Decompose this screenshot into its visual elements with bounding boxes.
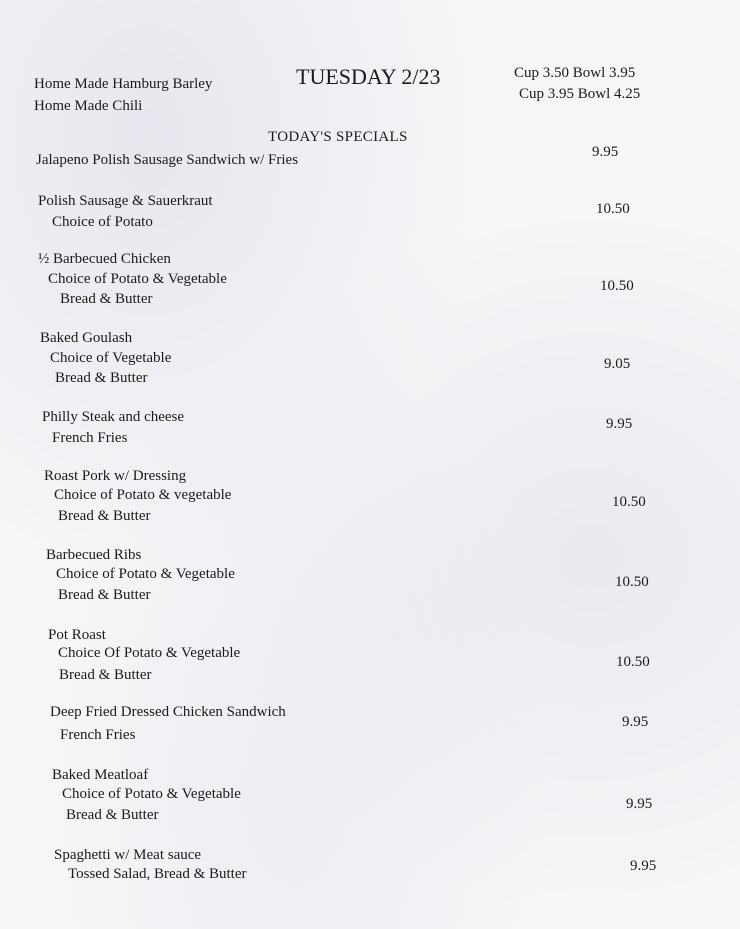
special-3-line-3: Bread & Butter [60, 291, 153, 307]
special-10-price: 9.95 [626, 796, 653, 812]
special-10-line-2: Choice of Potato & Vegetable [62, 786, 241, 802]
special-4-line-1: Baked Goulash [40, 330, 133, 346]
special-10-line-1: Baked Meatloaf [52, 767, 149, 783]
special-7-line-1: Barbecued Ribs [46, 547, 142, 563]
special-5-line-2: French Fries [52, 430, 128, 446]
soup-1-price: Cup 3.50 Bowl 3.95 [514, 65, 636, 81]
special-7-line-3: Bread & Butter [58, 587, 151, 603]
special-8-price: 10.50 [616, 654, 650, 670]
soup-1-name: Home Made Hamburg Barley [34, 76, 213, 92]
specials-heading: TODAY'S SPECIALS [268, 129, 408, 145]
special-5-price: 9.95 [606, 416, 633, 432]
special-2-line-1: Polish Sausage & Sauerkraut [38, 193, 213, 209]
special-8-line-3: Bread & Butter [59, 667, 152, 683]
special-1-price: 9.95 [592, 144, 619, 160]
special-1-line-1: Jalapeno Polish Sausage Sandwich w/ Fries [36, 152, 299, 168]
special-8-line-2: Choice Of Potato & Vegetable [58, 645, 241, 661]
special-11-line-2: Tossed Salad, Bread & Butter [68, 866, 247, 882]
special-9-price: 9.95 [622, 714, 649, 730]
special-2-line-2: Choice of Potato [52, 214, 153, 230]
special-5-line-1: Philly Steak and cheese [42, 409, 185, 425]
soup-2-name: Home Made Chili [34, 98, 143, 114]
special-6-line-2: Choice of Potato & vegetable [54, 487, 232, 503]
special-8-line-1: Pot Roast [48, 627, 106, 643]
special-11-line-1: Spaghetti w/ Meat sauce [54, 847, 202, 863]
special-6-price: 10.50 [612, 494, 646, 510]
special-11-price: 9.95 [630, 858, 657, 874]
special-7-price: 10.50 [615, 574, 649, 590]
special-4-line-3: Bread & Butter [55, 370, 148, 386]
special-3-price: 10.50 [600, 278, 634, 294]
soup-2-price: Cup 3.95 Bowl 4.25 [519, 86, 641, 102]
page-title: TUESDAY 2/23 [296, 64, 441, 89]
special-4-price: 9.05 [604, 356, 631, 372]
special-7-line-2: Choice of Potato & Vegetable [56, 566, 235, 582]
special-3-line-2: Choice of Potato & Vegetable [48, 271, 227, 287]
special-9-line-2: French Fries [60, 727, 136, 743]
special-2-price: 10.50 [596, 201, 630, 217]
special-3-line-1: ½ Barbecued Chicken [38, 251, 171, 267]
special-6-line-3: Bread & Butter [58, 508, 151, 524]
special-9-line-1: Deep Fried Dressed Chicken Sandwich [50, 704, 286, 720]
special-4-line-2: Choice of Vegetable [50, 350, 172, 366]
special-10-line-3: Bread & Butter [66, 807, 159, 823]
special-6-line-1: Roast Pork w/ Dressing [44, 468, 187, 484]
